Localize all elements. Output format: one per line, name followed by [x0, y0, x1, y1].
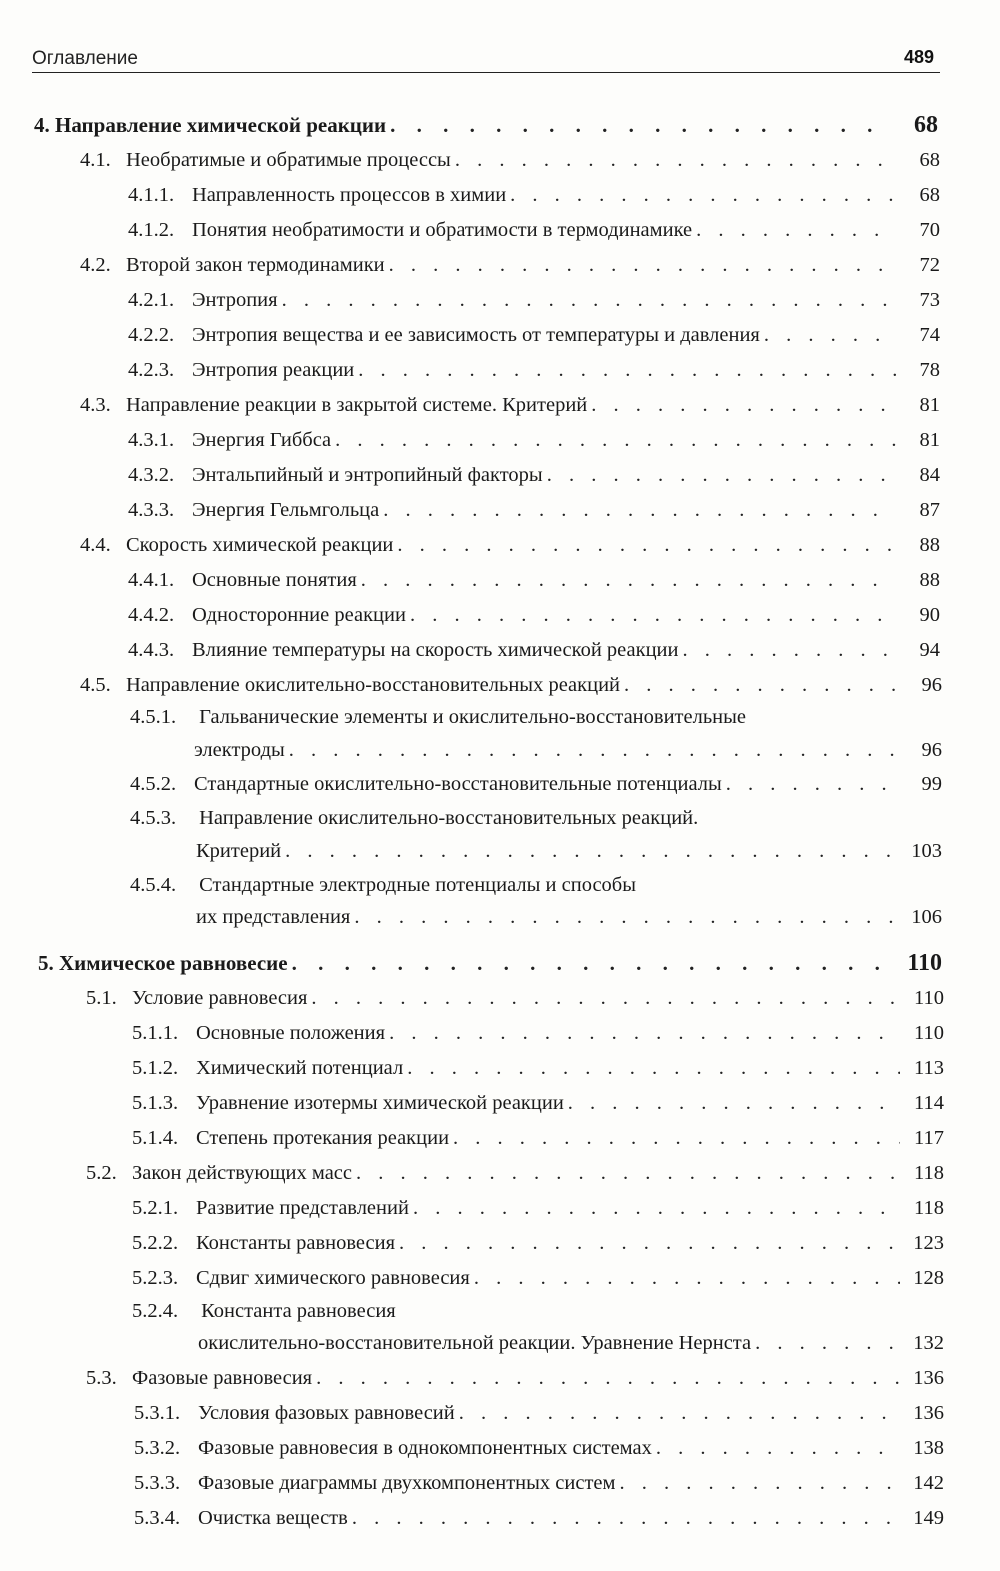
leader-dots: [410, 602, 896, 628]
toc-subsection-4-5-2[interactable]: [130, 771, 942, 797]
leader-dots: [356, 1160, 900, 1186]
toc-entry-page: 106: [911, 906, 942, 928]
toc-subsection-5-2-4-line2[interactable]: [198, 1330, 944, 1356]
toc-subsection-5-1-3[interactable]: [132, 1090, 944, 1116]
leader-dots: [683, 637, 897, 663]
toc-entry-page: 123: [913, 1232, 944, 1254]
toc-entry-title: Энтропия реакции: [192, 359, 355, 381]
toc-section-4-2[interactable]: [80, 252, 940, 278]
toc-entry-page: 73: [919, 289, 940, 311]
toc-entry-title: Фазовые диаграммы двухкомпонентных систем: [198, 1472, 616, 1494]
toc-entry-page: 110: [907, 950, 942, 976]
toc-entry-number: 5.3.3.: [134, 1472, 181, 1494]
toc-entry-title-line1: Стандартные электродные потенциалы и способы: [199, 874, 637, 896]
toc-entry-title: Понятия необратимости и обратимости в термодинамике: [192, 219, 693, 241]
toc-entry-title: Основные понятия: [192, 569, 357, 591]
leader-dots: [474, 1265, 900, 1291]
leader-dots: [285, 838, 898, 864]
leader-dots: [455, 147, 896, 173]
toc-entry-number: 5.1.1.: [132, 1022, 179, 1044]
toc-entry-page: 96: [921, 674, 942, 696]
toc-section-5-1[interactable]: [86, 985, 944, 1011]
leader-dots: [591, 392, 896, 418]
leader-dots: [383, 497, 896, 523]
toc-subsection-5-3-3[interactable]: [134, 1470, 944, 1496]
toc-entry-number: 5.3.1.: [134, 1402, 181, 1424]
toc-section-5-3[interactable]: [86, 1365, 944, 1391]
toc-entry-page: 113: [914, 1057, 944, 1079]
toc-entry-page: 87: [919, 499, 940, 521]
toc-entry-page: 99: [921, 773, 942, 795]
toc-entry-page: 138: [913, 1437, 944, 1459]
toc-entry-page: 136: [913, 1402, 944, 1424]
toc-entry-page: 117: [914, 1127, 944, 1149]
toc-entry-page: 88: [919, 569, 940, 591]
toc-subsection-5-3-2[interactable]: [134, 1435, 944, 1461]
toc-entry-title: Стандартные окислительно-восстановительные потенциалы: [194, 773, 722, 795]
toc-entry-page: 68: [914, 112, 938, 138]
toc-entry-page: 68: [919, 149, 940, 171]
leader-dots: [289, 737, 898, 763]
toc-subsection-5-1-1[interactable]: [132, 1020, 944, 1046]
toc-entry-title: Закон действующих масс: [132, 1162, 352, 1184]
leader-dots: [282, 287, 896, 313]
leader-dots: [656, 1435, 900, 1461]
toc-section-5-2[interactable]: [86, 1160, 944, 1186]
running-header-title: Оглавление: [32, 48, 138, 69]
leader-dots: [335, 427, 896, 453]
toc-entry-title: Фазовые равновесия: [132, 1367, 313, 1389]
leader-dots: [620, 1470, 901, 1496]
toc-subsection-4-2-3[interactable]: [128, 357, 940, 383]
toc-entry-number: 4.5.2.: [130, 773, 177, 795]
toc-subsection-5-2-4-line1[interactable]: [132, 1298, 396, 1324]
toc-entry-title: электроды: [194, 739, 285, 761]
toc-entry-page: 90: [919, 604, 940, 626]
toc-entry-page: 128: [913, 1267, 944, 1289]
toc-entry-number: 5.2.2.: [132, 1232, 179, 1254]
toc-entry-page: 96: [921, 739, 942, 761]
toc-entry-number: 4.1.: [80, 149, 111, 171]
toc-entry-page: 110: [914, 987, 944, 1009]
toc-entry-number: 4.1.2.: [128, 219, 175, 241]
toc-entry-page: 118: [914, 1197, 944, 1219]
leader-dots: [413, 1195, 900, 1221]
toc-entry-title: Уравнение изотермы химической реакции: [196, 1092, 564, 1114]
leader-dots: [568, 1090, 900, 1116]
toc-entry-title: Энтропия: [192, 289, 278, 311]
toc-entry-title: их представления: [196, 906, 351, 928]
toc-subsection-4-5-1-line2[interactable]: [194, 737, 942, 763]
toc-entry-title: Очистка веществ: [198, 1507, 348, 1529]
toc-entry-number: 5.1.2.: [132, 1057, 179, 1079]
toc-entry-page: 110: [914, 1022, 944, 1044]
leader-dots: [547, 462, 896, 488]
toc-entry-title: Константы равновесия: [196, 1232, 396, 1254]
toc-entry-number: 4.4.3.: [128, 639, 175, 661]
leader-dots: [510, 182, 896, 208]
toc-subsection-4-4-3[interactable]: [128, 637, 940, 663]
toc-entry-title: Условие равновесия: [132, 987, 308, 1009]
toc-entry-title: Влияние температуры на скорость химической реакции: [192, 639, 679, 661]
toc-entry-title: Фазовые равновесия в однокомпонентных системах: [198, 1437, 652, 1459]
toc-subsection-4-3-3[interactable]: [128, 497, 940, 523]
toc-entry-number: 4.5.: [80, 674, 111, 696]
leader-dots: [399, 1230, 900, 1256]
toc-entry-number: 5.2.1.: [132, 1197, 179, 1219]
toc-entry-title: 4. Направление химической реакции: [34, 113, 387, 137]
toc-entry-number: 5.3.: [86, 1367, 117, 1389]
toc-entry-page: 81: [919, 429, 940, 451]
leader-dots: [354, 904, 898, 930]
toc-subsection-4-2-1[interactable]: [128, 287, 940, 313]
toc-entry-title: Сдвиг химического равновесия: [196, 1267, 470, 1289]
toc-entry-title-line1: Константа равновесия: [201, 1300, 396, 1322]
toc-entry-number: 5.3.4.: [134, 1507, 181, 1529]
toc-subsection-4-2-2[interactable]: [128, 322, 940, 348]
toc-entry-page: 70: [919, 219, 940, 241]
toc-entry-title-line1: Направление окислительно-восстановительных реакций.: [199, 807, 699, 829]
toc-entry-number: 5.1.: [86, 987, 117, 1009]
toc-entry-title: Энтальпийный и энтропийный факторы: [192, 464, 543, 486]
toc-entry-number: 4.3.1.: [128, 429, 175, 451]
leader-dots: [358, 357, 896, 383]
toc-entry-title: Односторонние реакции: [192, 604, 406, 626]
toc-entry-title: Степень протекания реакции: [196, 1127, 450, 1149]
leader-dots: [624, 672, 898, 698]
leader-dots: [397, 532, 896, 558]
toc-entry-number: 5.3.2.: [134, 1437, 181, 1459]
toc-entry-page: 132: [913, 1332, 944, 1354]
toc-entry-title: Энергия Гиббса: [192, 429, 332, 451]
toc-entry-page: 72: [919, 254, 940, 276]
toc-entry-page: 84: [919, 464, 940, 486]
toc-entry-number: 4.3.3.: [128, 499, 175, 521]
toc-section-4-4[interactable]: [80, 532, 940, 558]
toc-subsection-4-4-2[interactable]: [128, 602, 940, 628]
toc-subsection-5-3-1[interactable]: [134, 1400, 944, 1426]
toc-entry-title: окислительно-восстановительной реакции. Уравнение Нернста: [198, 1332, 752, 1354]
toc-entry-title: Критерий: [196, 840, 282, 862]
toc-entry-title: 5. Химическое равновесие: [38, 951, 288, 975]
toc-section-4-1[interactable]: [80, 147, 940, 173]
toc-entry-page: 136: [913, 1367, 944, 1389]
toc-entry-title: Энергия Гельмгольца: [192, 499, 380, 521]
toc-entry-number: 4.2.1.: [128, 289, 175, 311]
toc-entry-title: Химический потенциал: [196, 1057, 404, 1079]
leader-dots: [389, 1020, 900, 1046]
toc-entry-page: 68: [919, 184, 940, 206]
toc-entry-number: 5.2.4.: [132, 1300, 179, 1322]
toc-entry-title: Основные положения: [196, 1022, 386, 1044]
toc-entry-number: 4.4.2.: [128, 604, 175, 626]
leader-dots: [390, 112, 894, 138]
toc-entry-page: 142: [913, 1472, 944, 1494]
toc-entry-number: 4.5.3.: [130, 807, 177, 829]
toc-entry-page: 114: [914, 1092, 944, 1114]
toc-entry-number: 5.1.3.: [132, 1092, 179, 1114]
toc-entry-title: Необратимые и обратимые процессы: [126, 149, 451, 171]
leader-dots: [764, 322, 896, 348]
toc-subsection-4-5-1-line1[interactable]: [130, 704, 746, 730]
toc-subsection-5-1-2[interactable]: [132, 1055, 944, 1081]
toc-subsection-4-3-2[interactable]: [128, 462, 940, 488]
toc-entry-page: 103: [911, 840, 942, 862]
toc-entry-title: Скорость химической реакции: [126, 534, 394, 556]
toc-subsection-5-2-1[interactable]: [132, 1195, 944, 1221]
toc-entry-page: 118: [914, 1162, 944, 1184]
toc-subsection-4-4-1[interactable]: [128, 567, 940, 593]
toc-chapter-4[interactable]: [34, 112, 938, 138]
toc-entry-title: Условия фазовых равновесий: [198, 1402, 455, 1424]
toc-entry-page: 149: [913, 1507, 944, 1529]
toc-entry-title: Развитие представлений: [196, 1197, 409, 1219]
toc-subsection-5-2-2[interactable]: [132, 1230, 944, 1256]
toc-subsection-4-5-4-line1[interactable]: [130, 872, 636, 898]
leader-dots: [696, 217, 896, 243]
leader-dots: [292, 950, 898, 976]
leader-dots: [407, 1055, 900, 1081]
toc-entry-page: 81: [919, 394, 940, 416]
toc-entry-number: 4.4.: [80, 534, 111, 556]
toc-entry-title-line1: Гальванические элементы и окислительно-восстановительные: [199, 706, 747, 728]
toc-entry-title: Энтропия вещества и ее зависимость от температуры и давления: [192, 324, 760, 346]
toc-entry-page: 78: [919, 359, 940, 381]
toc-entry-number: 5.2.: [86, 1162, 117, 1184]
leader-dots: [316, 1365, 900, 1391]
toc-entry-number: 5.1.4.: [132, 1127, 179, 1149]
toc-entry-title: Второй закон термодинамики: [126, 254, 385, 276]
toc-entry-title: Направление окислительно-восстановительных реакций: [126, 674, 621, 696]
toc-entry-number: 4.2.3.: [128, 359, 175, 381]
toc-entry-number: 5.2.3.: [132, 1267, 179, 1289]
page-number: 489: [903, 47, 934, 67]
toc-subsection-4-5-3-line2[interactable]: [196, 838, 942, 864]
toc-entry-title: Направленность процессов в химии: [192, 184, 507, 206]
toc-entry-page: 94: [919, 639, 940, 661]
toc-entry-number: 4.3.2.: [128, 464, 175, 486]
leader-dots: [311, 985, 900, 1011]
leader-dots: [453, 1125, 900, 1151]
toc-chapter-5[interactable]: [38, 950, 942, 976]
toc-entry-title: Направление реакции в закрытой системе. Критерий: [126, 394, 588, 416]
toc-entry-number: 4.2.: [80, 254, 111, 276]
leader-dots: [459, 1400, 900, 1426]
toc-subsection-4-5-3-line1[interactable]: [130, 805, 698, 831]
toc-entry-number: 4.5.1.: [130, 706, 177, 728]
toc-subsection-4-1-2[interactable]: [128, 217, 940, 243]
toc-entry-number: 4.2.2.: [128, 324, 175, 346]
leader-dots: [389, 252, 896, 278]
leader-dots: [755, 1330, 900, 1356]
toc-section-4-5[interactable]: [80, 672, 942, 698]
toc-entry-number: 4.3.: [80, 394, 111, 416]
leader-dots: [361, 567, 896, 593]
toc-entry-number: 4.5.4.: [130, 874, 177, 896]
running-header: [32, 44, 940, 73]
toc-subsection-5-3-4[interactable]: [134, 1505, 944, 1531]
toc-entry-number: 4.1.1.: [128, 184, 175, 206]
leader-dots: [726, 771, 898, 797]
toc-subsection-4-5-4-line2[interactable]: [196, 904, 942, 930]
toc-entry-page: 88: [919, 534, 940, 556]
toc-entry-number: 4.4.1.: [128, 569, 175, 591]
toc-section-4-3[interactable]: [80, 392, 940, 418]
toc-subsection-5-2-3[interactable]: [132, 1265, 944, 1291]
toc-subsection-4-3-1[interactable]: [128, 427, 940, 453]
toc-subsection-5-1-4[interactable]: [132, 1125, 944, 1151]
toc-subsection-4-1-1[interactable]: [128, 182, 940, 208]
leader-dots: [352, 1505, 900, 1531]
toc-entry-page: 74: [919, 324, 940, 346]
